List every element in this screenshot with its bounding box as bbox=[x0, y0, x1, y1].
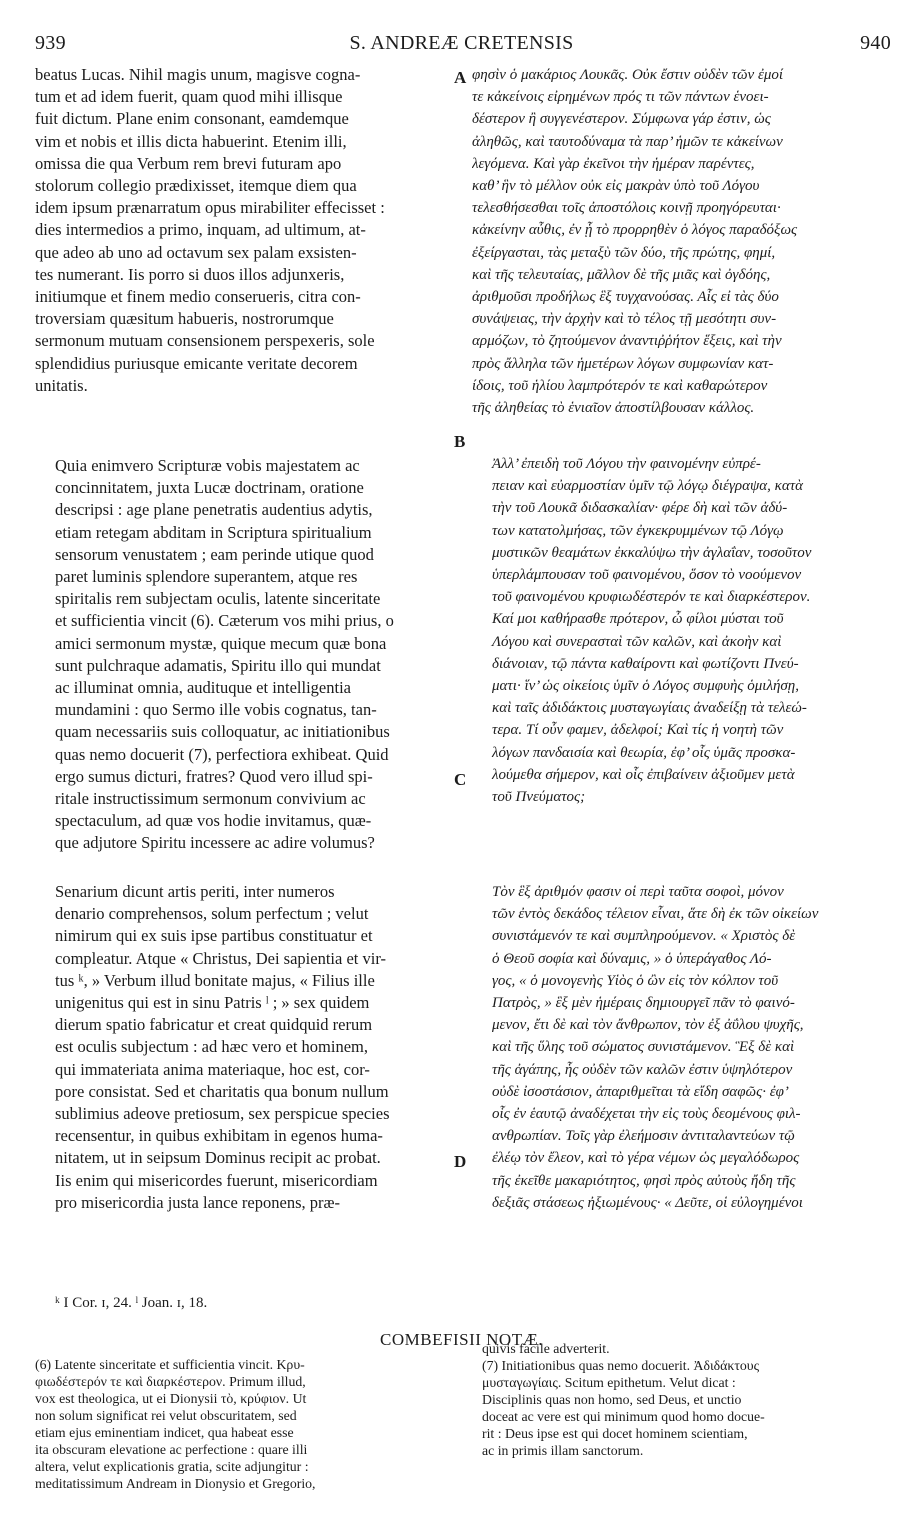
greek-line: Πατρὸς, » ἓξ μὲν ἡμέραις δημιουργεῖ πᾶν τὸ φαινό- bbox=[492, 995, 795, 1012]
latin-line: fuit dictum. Plane enim consonant, eamdemque bbox=[35, 109, 349, 129]
note-line: altera, velut explicationis gratia, scite adjungitur : bbox=[35, 1459, 309, 1474]
latin-line: ac illuminat omnia, audituque et intelligentia bbox=[55, 678, 352, 698]
greek-line: τερα. Τί οὖν φαμεν, ἀδελφοί; Καὶ τίς ἡ νοητὴ τῶν bbox=[492, 722, 784, 739]
latin-paragraph-1 bbox=[35, 64, 450, 397]
greek-line: δεξιᾶς στάσεως ἠξιωμένους· « Δεῦτε, οἱ εὐλογημένοι bbox=[492, 1194, 803, 1211]
greek-line: ανθρωπίαν. Τοῖς γὰρ ἐλεήμοσιν ἀντιταλαντεύων τῷ bbox=[492, 1128, 795, 1145]
running-title: S. ANDREÆ CRETENSIS bbox=[349, 32, 574, 54]
latin-line: sensorum venustatem ; eam perinde utique quod bbox=[55, 544, 374, 564]
latin-line: stolorum collegio prædixisset, itemque diem qua bbox=[35, 176, 357, 196]
greek-line: γος, « ὁ μονογενὴς Υἱὸς ὁ ὢν εἰς τὸν κόλπον τοῦ bbox=[492, 972, 779, 989]
latin-line: que adeo ab uno ad octavum sex palam exsisten- bbox=[35, 242, 357, 262]
greek-line: τὴν τοῦ Λουκᾶ διδασκαλίαν· φέρε δὴ καὶ τῶν ἀδύ- bbox=[492, 500, 788, 517]
greek-line: Τὸν ἓξ ἀριθμόν φασιν οἱ περὶ ταῦτα σοφοὶ, μόνον bbox=[492, 884, 784, 900]
greek-line: οἷς ἐν ἑαυτῷ ἀναδέχεται τὴν εἰς τοὺς δεομένους φιλ- bbox=[492, 1106, 801, 1123]
greek-line: αρμόζων, τὸ ζητούμενον ἀναντιῤῥήτον ἕξεις, καὶ τὴν bbox=[472, 333, 782, 350]
greek-line: ἐλέῳ τὸν ἔλεον, καὶ τὸ γέρα νέμων ὡς μεγαλόδωρος bbox=[492, 1150, 800, 1167]
latin-line: spectaculum, ad quæ vos hodie invitamus, quæ- bbox=[55, 811, 372, 831]
greek-line: τῆς ἀγάπης, ἧς οὐδὲν τῶν καλῶν ἐστιν ὑψηλότερον bbox=[492, 1061, 793, 1078]
note-line: ac in primis illam sanctorum. bbox=[482, 1443, 644, 1458]
greek-line: καὶ τῆς τελευταίας, μᾶλλον δὲ τῆς μιᾶς καὶ ὀγδόης, bbox=[472, 266, 771, 283]
latin-line: beatus Lucas. Nihil magis unum, magisve cogna- bbox=[35, 65, 361, 84]
page-number-right: 940 bbox=[860, 32, 891, 54]
greek-line: λούμεθα σήμερον, καὶ οἷς ἐπιβαίνειν ἀξιοῦμεν μετὰ bbox=[492, 766, 795, 783]
latin-line: troversiam quæsitum habueris, nostrorumque bbox=[35, 309, 334, 329]
latin-line: sublimius adeove pretiosum, sex perspicue species bbox=[55, 1104, 390, 1124]
note-line: quivis facile adverterit. bbox=[482, 1341, 610, 1356]
greek-line: καθ’ ἣν τὸ μέλλον οὐκ εἰς μακρὰν ὑπὸ τοῦ Λόγου bbox=[472, 178, 760, 195]
note-line: etiam ejus eminentiam indicet, qua habeat esse bbox=[35, 1425, 294, 1440]
latin-line: dies intermedios a primo, inquam, ad ultimum, at- bbox=[35, 220, 366, 240]
margin-marker-a: A bbox=[454, 68, 467, 87]
margin-marker-b: B bbox=[454, 432, 466, 451]
greek-line: των κατατολμήσας, τῶν ἐγκεκρυμμένων τῷ Λόγῳ bbox=[492, 522, 784, 539]
latin-line: Iis enim qui misericordes fuerunt, misericordiam bbox=[55, 1170, 378, 1190]
greek-line: Καί μοι καθήρασθε πρότερον, ὦ φίλοι μύσται τοῦ bbox=[492, 611, 784, 628]
greek-line: κἀκείνην αὖθις, ἐν ᾗ τὸ προρρηθὲν ὁ λόγος παραδόξως bbox=[472, 222, 798, 239]
greek-paragraph-1 bbox=[472, 64, 890, 419]
latin-line: tes numerant. Iis porro si duos illos adjunxeris, bbox=[35, 264, 345, 284]
latin-line: descripsi : age plane penetratis audentius adytis, bbox=[55, 500, 373, 520]
greek-line: πειαν καὶ εὐαρμοστίαν ὑμῖν τῷ λόγῳ διέγραψα, κατὰ bbox=[492, 478, 803, 495]
greek-line: ἀριθμοῦσι προδήλως ἓξ τυγχανούσας. Αἷς εἰ τὰς δύο bbox=[472, 289, 779, 306]
note-line: doceat ac vere est qui minimum quod homo docue- bbox=[482, 1409, 765, 1424]
page-number-left: 939 bbox=[35, 32, 66, 54]
latin-line: tum et ad idem fuerit, quam quod mihi illisque bbox=[35, 87, 343, 107]
footnote-references: ᵏ I Cor. ɪ, 24. ˡ Joan. ɪ, 18. bbox=[55, 1295, 208, 1311]
latin-line: compleatur. Atque « Christus, Dei sapientia et vir- bbox=[55, 948, 386, 968]
greek-line: τοῦ Πνεύματος; bbox=[492, 789, 586, 806]
greek-line: καὶ ταῖς ἀδιδάκτοις μυσταγωγίαις ἀναδείξῃ τὰ τελεώ- bbox=[492, 700, 807, 717]
greek-line: λόγων πανδαισία καὶ θεωρία, ἐφ’ οἷς ὑμᾶς προσκα- bbox=[492, 744, 796, 761]
latin-line: et sufficientia vincit (6). Cæterum vos mihi prius, o bbox=[55, 611, 394, 631]
note-line: μυσταγωγίαις. Scitum epithetum. Velut dicat : bbox=[482, 1375, 736, 1390]
latin-line: idem ipsum prænarratum opus mirabiliter effecisset : bbox=[35, 198, 385, 218]
greek-line: μυστικῶν θεαμάτων ἐκκαλύψω τὴν ἀγλαΐαν, τοσοῦτον bbox=[492, 544, 812, 561]
greek-line: ἐξείργασται, τὰς μεταξὺ τῶν δύο, τῆς πρώτης, φημί, bbox=[472, 244, 776, 261]
latin-line: Quia enimvero Scripturæ vobis majestatem ac bbox=[55, 456, 360, 475]
note-line: vox est theologica, ut ei Dionysii τὸ, κρύφιον. Ut bbox=[35, 1391, 307, 1406]
greek-line: ματι· ἵν’ ὡς οἰκείοις ὑμῖν ὁ Λόγος συμφυὴς ὁμιλήσῃ, bbox=[492, 678, 799, 695]
greek-line: τοῦ φαινομένου κρυφιωδέστερόν τε καὶ διαρκέστερον. bbox=[492, 589, 811, 606]
latin-line: unigenitus qui est in sinu Patris ˡ ; » sex quidem bbox=[55, 993, 370, 1013]
greek-line: ὑπερλάμπουσαν τοῦ φαινομένου, ὅσον τὸ νοούμενον bbox=[492, 567, 802, 584]
latin-line: pro misericordia justa lance reponens, præ- bbox=[55, 1192, 340, 1212]
note-line: Disciplinis quas non homo, sed Deus, et unctio bbox=[482, 1392, 742, 1407]
latin-line: omissa die qua Verbum rem brevi futuram apo bbox=[35, 153, 342, 173]
greek-line: τελεσθήσεσθαι τοῖς ἀποστόλοις κοινῇ προηγόρευται· bbox=[472, 200, 781, 217]
greek-line: μενον, ἔτι δὲ καὶ τὸν ἄνθρωπον, τὸν ἐξ ἀΰλου ψυχῆς, bbox=[492, 1017, 804, 1034]
greek-line: συνιστάμενόν τε καὶ συμπληρούμενον. « Χριστὸς δὲ bbox=[492, 928, 796, 945]
latin-line: quas nemo docuerit (7), perfectiora exhibeat. Quid bbox=[55, 744, 389, 764]
greek-paragraph-2 bbox=[472, 453, 890, 808]
latin-line: initiumque et finem medio conserueris, citra con- bbox=[35, 287, 361, 307]
latin-line: unitatis. bbox=[35, 375, 88, 395]
latin-line: qui immateriata anima materiaque, hoc est, cor- bbox=[55, 1059, 370, 1079]
latin-line: concinnitatem, juxta Lucæ doctrinam, oratione bbox=[55, 478, 364, 498]
latin-line: vim et nobis et illis dicta habuerint. Etenim illi, bbox=[35, 131, 347, 151]
latin-line: nitatem, ut in seipsum Dominus recipit ac probat. bbox=[55, 1148, 381, 1168]
latin-line: nimirum qui ex suis ipse partibus constituatur et bbox=[55, 926, 373, 946]
greek-paragraph-3 bbox=[472, 881, 890, 1214]
greek-line: λεγόμενα. Καὶ γὰρ ἐκεῖνοι τὴν ἡμέραν παρέντες, bbox=[472, 155, 755, 172]
latin-line: mundamini : quo Sermo ille vobis cognatus, tan- bbox=[55, 700, 377, 720]
greek-line: τῶν ἐντὸς δεκάδος τέλειον εἶναι, ἅτε δὴ ἐκ τῶν οἰκείων bbox=[492, 906, 819, 923]
greek-line: διάνοιαν, τῷ πάντα καθαίροντι καὶ φωτίζοντι Πνεύ- bbox=[492, 655, 799, 672]
notes-left-column bbox=[35, 1356, 455, 1492]
greek-line: ἀληθῶς, καὶ ταυτοδύναμα τὰ παρ’ ἡμῶν τε κἀκείνων bbox=[472, 133, 783, 150]
note-line: (6) Latente sinceritate et sufficientia vincit. Κρυ- bbox=[35, 1357, 305, 1372]
note-line: (7) Initiationibus quas nemo docuerit. Ἀδιδάκτους bbox=[482, 1358, 760, 1373]
note-line: meditatissimum Andream in Dionysio et Gregorio, bbox=[35, 1476, 316, 1491]
greek-line: οὐδὲ ἰσοστάσιον, ἀπαριθμεῖται τὰ εἴδη σαφῶς· ἐφ’ bbox=[492, 1083, 789, 1100]
latin-line: sunt pulchraque adamatis, Spiritu illo qui mundat bbox=[55, 655, 381, 675]
latin-line: ritale instructissimum sermonum convivium ac bbox=[55, 789, 366, 809]
greek-line: τῆς ἀληθείας τὸ ἑνιαῖον ἀποστίλβουσαν κάλλος. bbox=[472, 400, 755, 417]
latin-line: Senarium dicunt artis periti, inter numeros bbox=[55, 882, 335, 901]
greek-line: καὶ τῆς ὕλης τοῦ σώματος συνιστάμενον. Ἓξ δὲ καὶ bbox=[492, 1039, 795, 1056]
latin-paragraph-2 bbox=[35, 455, 450, 855]
greek-line: ίδοις, τοῦ ἡλίου λαμπρότερόν τε καὶ καθαρώτερον bbox=[472, 377, 768, 394]
latin-line: splendidius puriusque emicante veritate decorem bbox=[35, 353, 358, 373]
margin-marker-d: D bbox=[454, 1152, 467, 1171]
note-line: rit : Deus ipse est qui docet hominem scientiam, bbox=[482, 1426, 748, 1441]
latin-line: recensentur, in quibus exhibitam in egenos huma- bbox=[55, 1126, 383, 1146]
greek-line: φησὶν ὁ μακάριος Λουκᾶς. Οὐκ ἔστιν οὐδὲν τῶν ἐμοί bbox=[472, 67, 784, 83]
latin-line: dierum spatio fabricatur et creat quidquid rerum bbox=[55, 1015, 373, 1035]
latin-line: denario comprehensos, solum perfectum ; velut bbox=[55, 904, 369, 924]
notes-title: COMBEFISII NOTÆ. bbox=[380, 1330, 543, 1349]
latin-line: quam necessariis suis colloquatur, ac initiationibus bbox=[55, 722, 390, 742]
latin-line: pore consistat. Sed et charitatis qua bonum nullum bbox=[55, 1081, 389, 1101]
note-line: ita obscuram elevatione ac perfectione : quare illi bbox=[35, 1442, 308, 1457]
latin-paragraph-3 bbox=[35, 881, 450, 1214]
greek-line: πρὸς ἄλληλα τῶν ἡμετέρων λόγων συμφωνίαν κατ- bbox=[472, 355, 774, 372]
greek-line: ὁ Θεοῦ σοφία καὶ δύναμις, » ὁ ὑπεράγαθος Λό- bbox=[492, 950, 772, 967]
latin-line: que adjutore Spiritu incessere ac adire volumus? bbox=[55, 833, 375, 853]
greek-line: δέστερον ἢ συγγενέστερον. Σύμφωνα γάρ ἐστιν, ὡς bbox=[472, 111, 771, 128]
greek-line: τε κἀκείνοις εἰρημένων πρός τι τῶν πάντων ἑνοει- bbox=[472, 89, 769, 106]
latin-line: ergo sumus dicturi, fratres? Quod vero illud spi- bbox=[55, 766, 373, 786]
note-line: φιωδέστερόν τε καὶ διαρκέστερον. Primum illud, bbox=[35, 1374, 306, 1389]
greek-line: Λόγου καὶ συνερασταὶ τῶν καλῶν, καὶ ἀκοὴν καὶ bbox=[492, 633, 782, 650]
notes-right-column bbox=[482, 1340, 892, 1459]
latin-line: tus ᵏ, » Verbum illud bonitate majus, « Filius ille bbox=[55, 970, 375, 990]
latin-line: etiam retegam abditam in Scriptura spiritualium bbox=[55, 522, 372, 542]
latin-line: est oculis subjectum : ad hæc vero et hominem, bbox=[55, 1037, 368, 1057]
note-line: non solum significat rei velut obscuritatem, sed bbox=[35, 1408, 297, 1423]
latin-line: spiritalis rem subjectam oculis, latente sinceritate bbox=[55, 589, 381, 609]
latin-line: paret luminis splendore superantem, atque res bbox=[55, 567, 358, 587]
greek-line: τῆς ἐκεῖθε μακαριότητος, φησὶ πρὸς αὐτοὺς ἤδη τῆς bbox=[492, 1172, 796, 1189]
latin-line: amici sermonum mystæ, quique mecum quæ bona bbox=[55, 633, 387, 653]
margin-marker-c: C bbox=[454, 770, 467, 789]
greek-line: συνάψειας, τὴν ἀρχὴν καὶ τὸ τέλος τῇ μεσότητι συν- bbox=[472, 311, 777, 328]
greek-line: Ἀλλ’ ἐπειδὴ τοῦ Λόγου τὴν φαινομένην εὐπρέ- bbox=[492, 456, 761, 472]
latin-line: sermonum mutuam consensionem perspexeris, sole bbox=[35, 331, 375, 351]
